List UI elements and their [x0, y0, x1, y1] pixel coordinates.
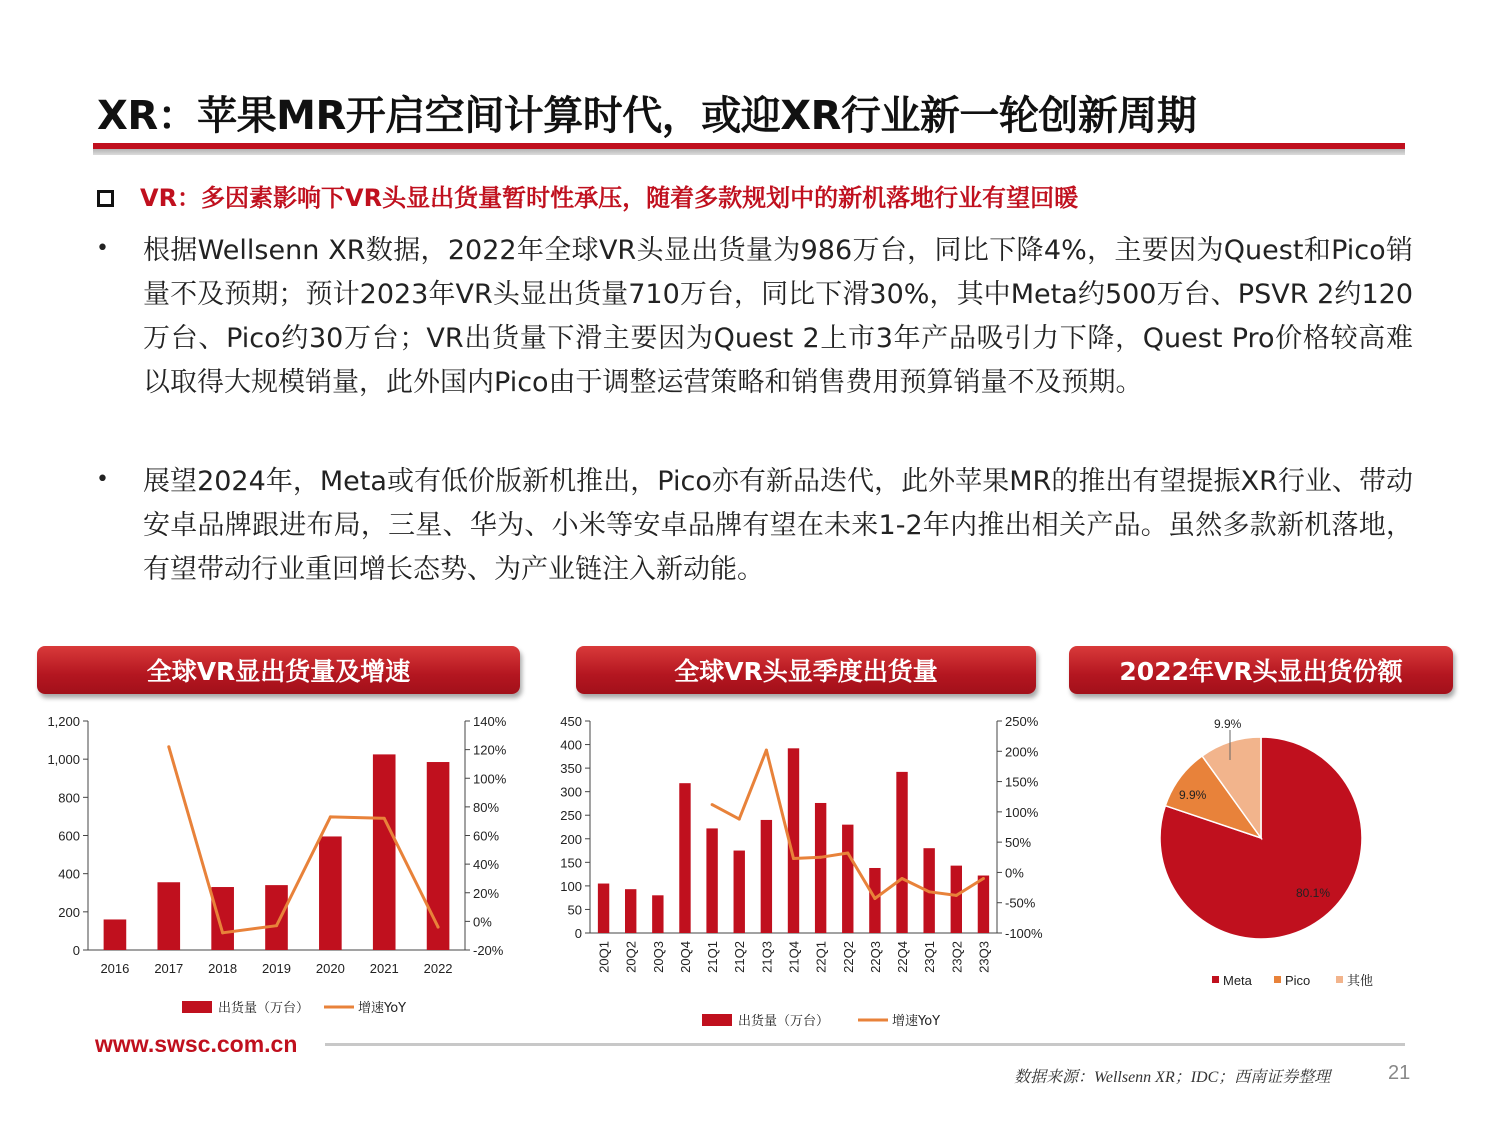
yoy-point-22Q3: [873, 897, 876, 900]
y-right-tick-label: 60%: [473, 828, 500, 844]
bar-23Q2: [951, 866, 962, 933]
x-tick-label: 2018: [208, 961, 238, 976]
bar-21Q2: [734, 851, 745, 933]
bar-2019: [265, 885, 288, 950]
x-tick-label: 22Q2: [840, 941, 856, 973]
yoy-point-2021: [383, 817, 386, 820]
y-left-tick-label: 100: [560, 878, 582, 894]
chart-mid-title: 全球VR头显季度出货量: [576, 646, 1036, 694]
legend-label: 出货量（万台）: [218, 1001, 310, 1016]
x-tick-label: 21Q3: [759, 941, 775, 973]
legend-label: 其他: [1347, 973, 1374, 988]
legend-swatch: [1274, 976, 1281, 983]
y-right-tick-label: 40%: [473, 857, 500, 873]
y-right-tick-label: -100%: [1005, 926, 1043, 941]
bar-2020: [319, 836, 342, 950]
y-right-tick-label: 80%: [473, 799, 500, 815]
y-left-tick-label: 200: [560, 831, 582, 847]
y-right-tick-label: 50%: [1005, 835, 1032, 851]
yoy-point-2020: [329, 815, 332, 818]
y-left-tick-label: 250: [560, 808, 582, 824]
x-tick-label: 23Q3: [976, 941, 992, 973]
y-left-tick-label: 1,200: [47, 714, 80, 729]
y-left-tick-label: 800: [58, 790, 80, 806]
pie-value-label: 80.1%: [1296, 886, 1331, 900]
x-tick-label: 2019: [262, 961, 291, 976]
yoy-point-22Q1: [819, 856, 822, 859]
page-title: XR：苹果MR开启空间计算时代，或迎XR行业新一轮创新周期: [97, 93, 1197, 139]
yoy-point-21Q2: [738, 818, 741, 821]
footer-divider: [325, 1043, 1405, 1046]
legend-label: 出货量（万台）: [738, 1014, 830, 1029]
x-tick-label: 2020: [315, 961, 345, 976]
yoy-point-21Q1: [711, 803, 714, 806]
y-right-tick-label: 150%: [1005, 774, 1039, 790]
yoy-point-22Q2: [846, 852, 849, 855]
legend-label: Pico: [1285, 973, 1311, 988]
paragraph-2: 展望2024年，Meta或有低价版新机推出，Pico亦有新品迭代，此外苹果MR的推出有望提振XR行业、带动安卓品牌跟进布局，三星、华为、小米等安卓品牌有望在未来1-2年内推出相关产品。虽然多款新机落地，有望带动行业重回增长态势、为产业链注入新动能。: [143, 466, 1413, 585]
bar-21Q1: [706, 828, 717, 933]
x-tick-label: 22Q1: [813, 941, 829, 973]
x-tick-label: 2016: [100, 961, 130, 976]
yoy-point-23Q1: [928, 890, 931, 893]
bar-22Q3: [869, 868, 880, 933]
yoy-point-21Q4: [792, 857, 795, 860]
y-right-tick-label: 20%: [473, 885, 500, 901]
bar-23Q3: [978, 876, 989, 933]
y-right-tick-label: 200%: [1005, 744, 1039, 760]
x-tick-label: 22Q3: [867, 941, 883, 973]
x-tick-label: 23Q1: [922, 941, 938, 973]
legend-swatch-bar: [182, 1001, 212, 1013]
x-tick-label: 21Q2: [732, 941, 748, 973]
yoy-line: [169, 747, 438, 933]
pie-value-label: 9.9%: [1179, 788, 1207, 802]
y-right-tick-label: 100%: [1005, 804, 1039, 820]
yoy-point-2018: [221, 931, 224, 934]
bar-2022: [427, 762, 450, 950]
y-right-tick-label: 140%: [473, 714, 507, 729]
bullet-icon: •: [96, 467, 109, 492]
x-tick-label: 20Q1: [596, 941, 612, 973]
legend-swatch: [1212, 976, 1219, 983]
x-tick-label: 20Q2: [623, 941, 639, 973]
x-tick-label: 20Q3: [650, 941, 666, 973]
x-tick-label: 21Q1: [705, 941, 721, 973]
y-left-tick-label: 450: [560, 714, 582, 729]
y-left-tick-label: 150: [560, 855, 582, 871]
x-tick-label: 23Q2: [949, 941, 965, 973]
y-right-tick-label: -50%: [1005, 895, 1036, 911]
x-tick-label: 2021: [369, 961, 399, 976]
yoy-point-2022: [437, 926, 440, 929]
bar-20Q1: [598, 884, 609, 933]
yoy-point-23Q2: [955, 894, 958, 897]
legend-label: 增速YoY: [358, 1001, 407, 1016]
bullet-icon: •: [96, 236, 109, 261]
y-right-tick-label: 0%: [1005, 865, 1024, 881]
y-left-tick-label: 600: [58, 828, 80, 844]
yoy-point-21Q3: [765, 749, 768, 752]
y-right-tick-label: 120%: [473, 742, 507, 758]
bar-20Q2: [625, 889, 636, 933]
y-right-tick-label: 100%: [473, 771, 507, 787]
subhead-text: VR：多因素影响下VR头显出货量暂时性承压，随着多款规划中的新机落地行业有望回暖: [140, 184, 1079, 212]
bar-22Q1: [815, 803, 826, 933]
y-left-tick-label: 0: [72, 943, 80, 958]
yoy-point-22Q4: [901, 877, 904, 880]
legend-swatch-bar: [702, 1014, 732, 1026]
x-tick-label: 2022: [423, 961, 453, 976]
bar-20Q3: [652, 895, 663, 933]
chart-left-title: 全球VR显出货量及增速: [37, 646, 520, 694]
page-number: 21: [1388, 1062, 1411, 1084]
y-right-tick-label: -20%: [473, 943, 504, 958]
yoy-point-23Q3: [982, 877, 985, 880]
y-right-tick-label: 0%: [473, 914, 492, 930]
legend-label: 增速YoY: [892, 1014, 941, 1029]
y-left-tick-label: 300: [560, 784, 582, 800]
chart-right-title: 2022年VR头显出货份额: [1069, 646, 1453, 694]
bar-2021: [373, 754, 396, 950]
data-source: 数据来源：Wellsenn XR；IDC；西南证券整理: [1014, 1069, 1331, 1086]
bar-2018: [211, 887, 234, 950]
bar-2016: [104, 919, 127, 950]
x-tick-label: 21Q4: [786, 941, 802, 973]
bar-22Q4: [896, 772, 907, 933]
footer-url[interactable]: www.swsc.com.cn: [95, 1031, 298, 1057]
y-right-tick-label: 250%: [1005, 714, 1039, 729]
pie-value-label: 9.9%: [1214, 717, 1242, 731]
y-left-tick-label: 50: [567, 902, 582, 918]
y-left-tick-label: 350: [560, 761, 582, 777]
x-tick-label: 22Q4: [895, 941, 911, 973]
bar-2017: [157, 882, 180, 950]
x-tick-label: 2017: [154, 961, 184, 976]
x-tick-label: 20Q4: [677, 941, 693, 973]
y-left-tick-label: 400: [560, 737, 582, 753]
legend-swatch: [1336, 976, 1343, 983]
bar-22Q2: [842, 825, 853, 933]
bar-21Q3: [761, 820, 772, 933]
legend-label: Meta: [1223, 973, 1252, 988]
bar-20Q4: [679, 783, 690, 933]
yoy-point-2019: [275, 924, 278, 927]
y-left-tick-label: 1,000: [47, 752, 80, 768]
paragraph-1: 根据Wellsenn XR数据，2022年全球VR头显出货量为986万台，同比下降4%，主要因为Quest和Pico销量不及预期；预计2023年VR头显出货量710万台，同比下滑30%，其中Meta约500万台、PSVR 2约120万台、Pico约30万台；VR出货量下滑主要因为Quest 2上市3年产品吸引力下降，Quest Pro价格较高难以取得大规模销量，此外国内Pico由于调整运营策略和销售费用预算销量不及预期。: [143, 235, 1413, 398]
y-left-tick-label: 400: [58, 866, 80, 882]
yoy-point-2017: [167, 745, 170, 748]
y-left-tick-label: 200: [58, 904, 80, 920]
y-left-tick-label: 0: [574, 926, 582, 941]
